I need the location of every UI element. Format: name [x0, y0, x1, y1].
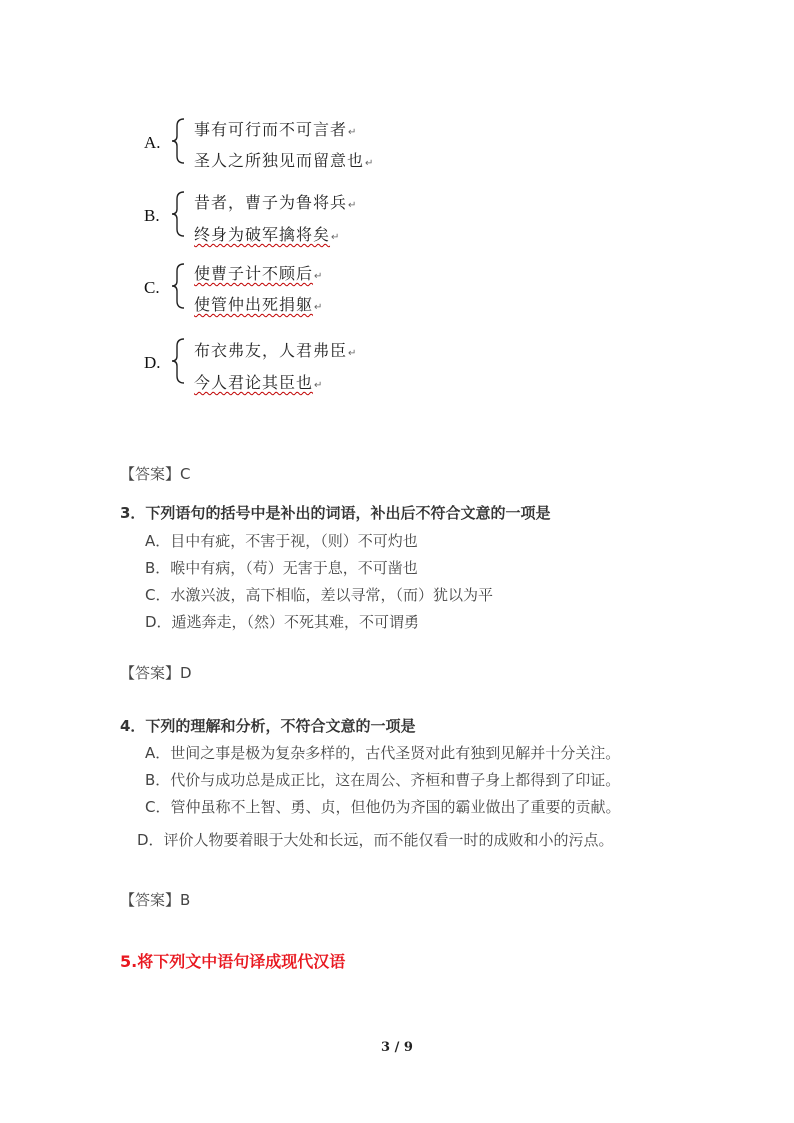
question-4-option-b: B．代价与成功总是成正比，这在周公、齐桓和曹子身上都得到了印证。	[145, 771, 621, 789]
option-b-line2: 终身为破军擒将矣↵	[194, 225, 341, 244]
question-3-option-a: A．目中有疵，不害于视，（则）不可灼也	[145, 532, 418, 550]
return-mark-icon: ↵	[365, 158, 375, 169]
brace-icon	[170, 117, 186, 165]
question-3-title: 3．下列语句的括号中是补出的词语，补出后不符合文意的一项是	[120, 504, 551, 522]
brace-icon	[170, 262, 186, 310]
return-mark-icon: ↵	[348, 127, 358, 138]
answer-2: 【答案】C	[120, 465, 191, 483]
return-mark-icon: ↵	[314, 302, 324, 313]
brace-icon	[170, 190, 186, 238]
return-mark-icon: ↵	[348, 200, 358, 211]
answer-3: 【答案】D	[120, 664, 192, 682]
option-a-line1: 事有可行而不可言者↵	[194, 120, 358, 139]
question-3-option-c: C．水激兴波，高下相临，差以寻常，（而）犹以为平	[145, 586, 493, 604]
return-mark-icon: ↵	[314, 380, 324, 391]
return-mark-icon: ↵	[331, 232, 341, 243]
question-4-title: 4．下列的理解和分析，不符合文意的一项是	[120, 717, 416, 735]
option-b-label: B.	[144, 206, 160, 225]
option-d-line2: 今人君论其臣也↵	[194, 373, 324, 392]
option-c-label: C.	[144, 278, 160, 297]
question-4-option-d: D．评价人物要着眼于大处和长远，而不能仅看一时的成败和小的污点。	[137, 831, 614, 849]
option-d-line1: 布衣弗友，人君弗臣↵	[194, 341, 358, 360]
brace-icon	[170, 337, 186, 385]
option-a-line2: 圣人之所独见而留意也↵	[194, 151, 375, 170]
option-d-label: D.	[144, 353, 161, 372]
option-a-label: A.	[144, 133, 161, 152]
page-number: 3 / 9	[381, 1040, 413, 1055]
option-c-line2: 使管仲出死捐躯↵	[194, 295, 324, 314]
question-4-option-c: C．管仲虽称不上智、勇、贞，但他仍为齐国的霸业做出了重要的贡献。	[145, 798, 621, 816]
option-b-line1: 昔者，曹子为鲁将兵↵	[194, 193, 358, 212]
question-3-option-b: B．喉中有病，（苟）无害于息，不可凿也	[145, 559, 418, 577]
option-c-line1: 使曹子计不顾后↵	[194, 264, 324, 283]
question-4-option-a: A．世间之事是极为复杂多样的，古代圣贤对此有独到见解并十分关注。	[145, 744, 621, 762]
return-mark-icon: ↵	[314, 271, 324, 282]
return-mark-icon: ↵	[348, 348, 358, 359]
answer-4: 【答案】B	[120, 891, 191, 909]
question-3-option-d: D．遁逃奔走，（然）不死其难，不可谓勇	[145, 613, 420, 631]
question-5-title: 5.将下列文中语句译成现代汉语	[120, 952, 346, 971]
